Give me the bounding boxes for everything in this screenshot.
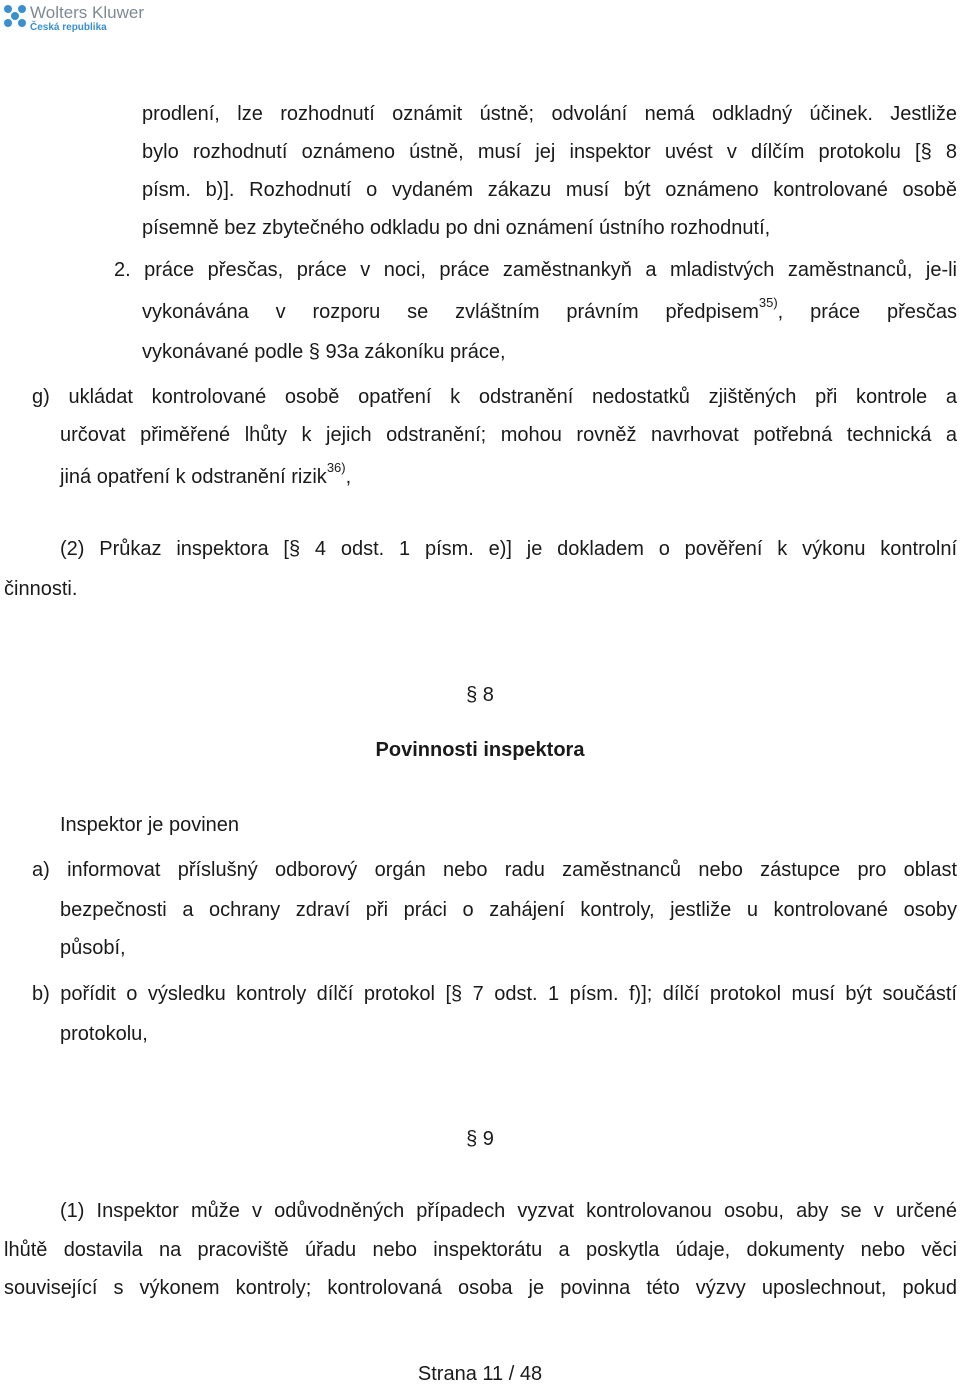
text-line: g) ukládat kontrolované osobě opatření k odstranění nedostatků zjištěných při kontrole a bbox=[32, 386, 957, 408]
text-line: b) pořídit o výsledku kontroly dílčí protokol [§ 7 odst. 1 písm. f)]; dílčí protokol musí být součástí bbox=[32, 983, 957, 1005]
text-line: související s výkonem kontroly; kontrolovaná osoba je povinna této výzvy uposlechnout, pokud bbox=[4, 1277, 957, 1299]
footnote-ref: 36) bbox=[326, 460, 346, 476]
text-segment: , bbox=[345, 466, 352, 488]
text-line: činnosti. bbox=[4, 578, 78, 600]
text-line: působí, bbox=[60, 937, 126, 959]
text-line: vykonávané podle § 93a zákoníku práce, bbox=[142, 341, 506, 363]
text-segment: vykonávána v rozporu se zvláštním právním předpisem bbox=[142, 301, 759, 323]
logo-dots-icon bbox=[4, 5, 26, 27]
text-line-with-footnote bbox=[142, 295, 957, 324]
text-segment: , práce přesčas bbox=[777, 301, 957, 323]
text-line: (1) Inspektor může v odůvodněných případech vyzvat kontrolovanou osobu, aby se v určené bbox=[60, 1200, 957, 1222]
text-segment: jiná opatření k odstranění rizik bbox=[60, 466, 327, 488]
text-line: bylo rozhodnutí oznámeno ústně, musí jej inspektor uvést v dílčím protokolu [§ 8 bbox=[142, 141, 957, 163]
wolters-kluwer-logo bbox=[4, 4, 144, 36]
text-line: 2. práce přesčas, práce v noci, práce zaměstnankyň a mladistvých zaměstnanců, je-li bbox=[114, 259, 957, 281]
text-line: prodlení, lze rozhodnutí oznámit ústně; odvolání nemá odkladný účinek. Jestliže bbox=[142, 103, 957, 125]
text-line: lhůtě dostavila na pracoviště úřadu nebo inspektorátu a poskytla údaje, dokumenty nebo věci bbox=[4, 1239, 957, 1261]
section-number: § 8 bbox=[466, 684, 494, 706]
logo-brand: Wolters Kluwer bbox=[30, 3, 144, 22]
logo-subtitle: Česká republika bbox=[30, 22, 107, 33]
section-title: Povinnosti inspektora bbox=[375, 739, 585, 761]
text-line: bezpečnosti a ochrany zdraví při práci o zahájení kontroly, jestliže u kontrolované osoby bbox=[60, 899, 957, 921]
page-number: Strana 11 / 48 bbox=[417, 1363, 543, 1385]
text-line: (2) Průkaz inspektora [§ 4 odst. 1 písm. e)] je dokladem o pověření k výkonu kontrolní bbox=[60, 538, 957, 560]
text-line: protokolu, bbox=[60, 1023, 148, 1045]
text-line: písemně bez zbytečného odkladu po dni oznámení ústního rozhodnutí, bbox=[142, 217, 771, 239]
text-line-with-footnote bbox=[60, 460, 352, 489]
text-line: a) informovat příslušný odborový orgán nebo radu zaměstnanců nebo zástupce pro oblast bbox=[32, 859, 957, 881]
text-line: určovat přiměřené lhůty k jejich odstranění; mohou rovněž navrhovat potřebná technická a bbox=[60, 424, 957, 446]
text-line: Inspektor je povinen bbox=[60, 814, 240, 836]
footnote-ref: 35) bbox=[758, 295, 778, 311]
section-number: § 9 bbox=[466, 1128, 494, 1150]
text-line: písm. b)]. Rozhodnutí o vydaném zákazu musí být oznámeno kontrolované osobě bbox=[142, 179, 957, 201]
